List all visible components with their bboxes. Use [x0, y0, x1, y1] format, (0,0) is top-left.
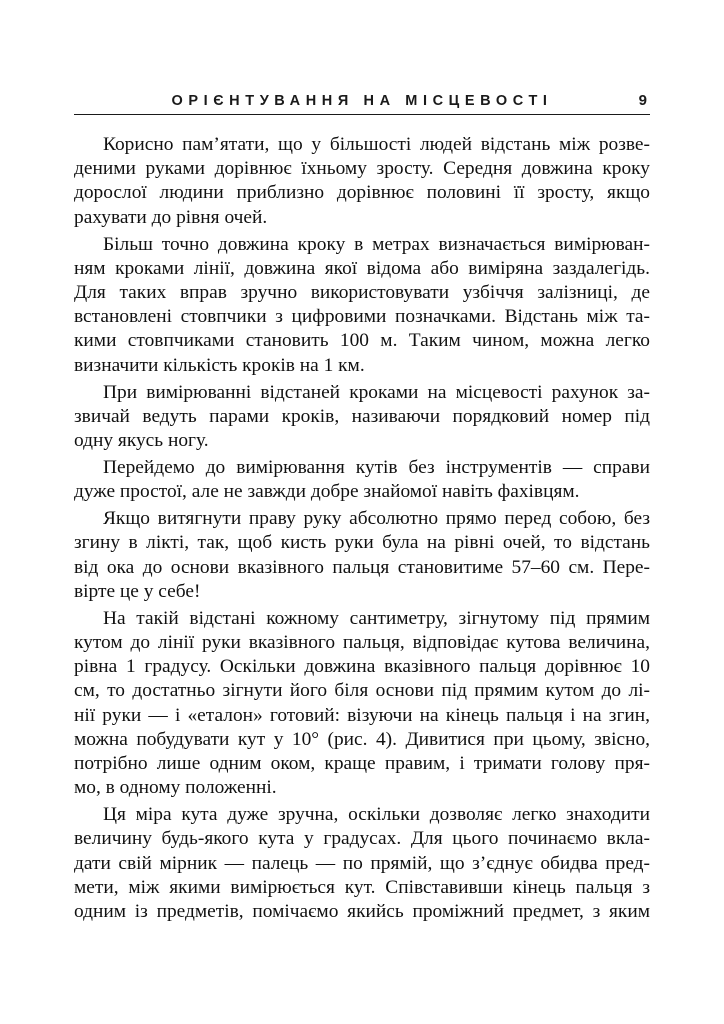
text-line: можна побудувати кут у 10° (рис. 4). Дивитися при цьому, звісно, — [74, 728, 650, 750]
text-line: На такій відстані кожному сантиметру, зігнутому під прямим — [103, 607, 650, 629]
text-line: кутом до лінії руки вказівного пальця, відповідає кутова величина, — [74, 632, 650, 654]
text-line: одну якусь ногу. — [74, 430, 209, 452]
text-line: дуже простої, але не завжди добре знайомої навіть фахівцям. — [74, 481, 580, 503]
text-line: дорослої людини приблизно дорівнює половині її зросту, якщо — [74, 182, 650, 204]
text-line: визначити кількість кроків на 1 км. — [74, 354, 365, 376]
text-line: нії руки — і «еталон» готовий: візуючи на кінець пальця і на згин, — [74, 704, 650, 726]
text-line: звичай ведуть парами кроків, називаючи порядковий номер під — [74, 405, 650, 427]
text-line: дати свій мірник — палець — по прямій, що з’єднує обидва пред- — [74, 852, 650, 874]
running-header — [74, 92, 650, 115]
text-line: рахувати до рівня очей. — [74, 206, 268, 228]
text-line: Ця міра кута дуже зручна, оскільки дозволяє легко знаходити — [103, 804, 650, 826]
text-line: величину будь-якого кута у градусах. Для цього починаємо вкла- — [74, 828, 650, 850]
text-line: згину в лікті, так, щоб кисть руки була на рівні очей, то відстань — [74, 532, 650, 554]
chapter-title: ОРІЄНТУВАННЯ НА МІСЦЕВОСТІ — [171, 93, 553, 109]
text-line: Перейдемо до вимірювання кутів без інструментів — справи — [103, 457, 650, 479]
paragraph — [74, 803, 650, 924]
text-line: ням кроками лінії, довжина якої відома або виміряна заздалегідь. — [74, 257, 650, 279]
text-line: одним із предметів, помічаємо якийсь проміжний предмет, з яким — [74, 901, 650, 923]
paragraph — [74, 607, 650, 801]
text-line: деними руками дорівнює їхньому зросту. Середня довжина кроку — [74, 158, 650, 180]
text-line: мети, між якими вимірюється кут. Співставивши кінець пальця з — [74, 876, 650, 898]
text-line: см, то достатньо зігнути його біля основи під прямим кутом до лі- — [74, 680, 650, 702]
text-line: кими стовпчиками становить 100 м. Таким чином, можна легко — [74, 330, 650, 352]
paragraph — [74, 507, 650, 604]
paragraph — [74, 381, 650, 454]
page-number: 9 — [638, 92, 647, 109]
text-line: Більш точно довжина кроку в метрах визначається вимірюван- — [103, 233, 650, 255]
paragraph — [74, 233, 650, 378]
text-line: Для таких вправ зручно використовувати узбіччя залізниці, де — [74, 282, 650, 304]
text-line: Якщо витягнути праву руку абсолютно прямо перед собою, без — [103, 508, 650, 530]
text-line: вірте це у себе! — [74, 580, 201, 602]
text-line: потрібно лише одним оком, краще правим, і тримати голову пря- — [74, 753, 650, 775]
text-line: встановлені стовпчики з цифровими позначками. Відстань між та- — [74, 306, 650, 328]
paragraph — [74, 456, 650, 504]
text-line: При вимірюванні відстаней кроками на місцевості рахунок за- — [103, 381, 650, 403]
body-text — [74, 133, 650, 927]
paragraph — [74, 133, 650, 230]
text-line: Корисно пам’ятати, що у більшості людей відстань між розве- — [103, 134, 650, 155]
text-line: рівна 1 градусу. Оскільки довжина вказівного пальця дорівнює 10 — [74, 656, 650, 678]
text-line: мо, в одному положенні. — [74, 777, 277, 799]
text-line: від ока до основи вказівного пальця становитиме 57–60 см. Пере- — [74, 556, 650, 578]
